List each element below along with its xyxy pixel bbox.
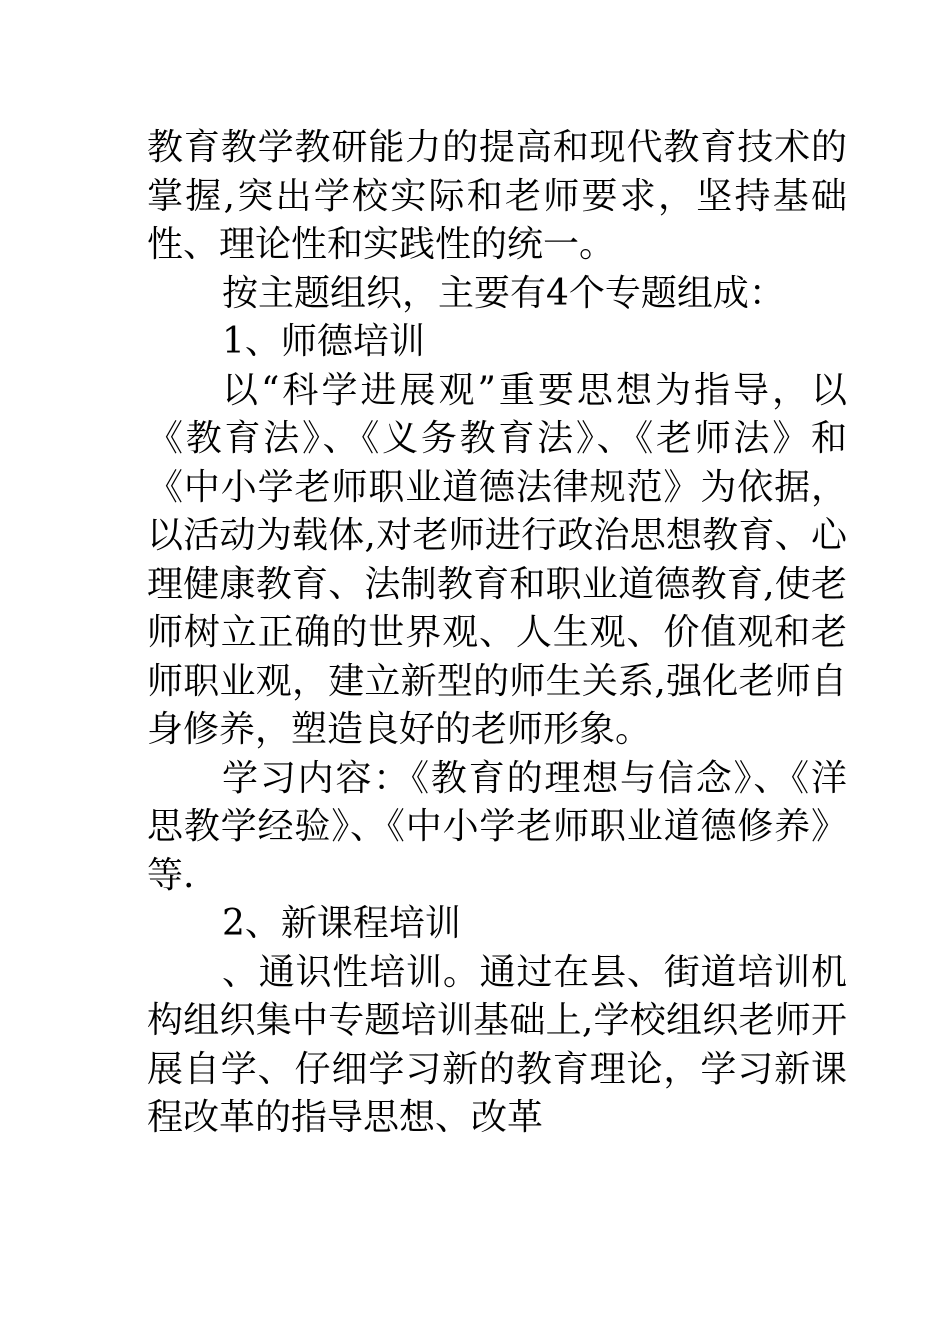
paragraph-topic-intro: 按主题组织，主要有4个专题组成： [222,272,785,314]
paragraph-general-training: 、通识性培训。通过在县、街道培训机构组织集中专题培训基础上,学校组织老师开展自学、仔细学习新的教育理论，学习新课程改革的指导思想、改革 [147,951,847,1138]
document-body [147,124,847,1143]
paragraph-ethics-description: 以“科学进展观”重要思想为指导，以《教育法》、《义务教育法》、《老师法》和《中小学老师职业道德法律规范》为依据，以活动为载体,对老师进行政治思想教育、心理健康教育、法制教育和职业道德教育,使老师树立正确的世界观、人生观、价值观和老师职业观，建立新型的师生关系,强化老师自身修养，塑造良好的老师形象。 [147,369,847,750]
paragraph-continuation: 教育教学教研能力的提高和现代教育技术的掌握,突出学校实际和老师要求，坚持基础性、理论性和实践性的统一。 [147,127,847,265]
paragraph-learning-content: 学习内容：《教育的理想与信念》、《洋思教学经验》、《中小学老师职业道德修养》等. [147,757,847,896]
section-heading-new-curriculum-training: 2、新课程培训 [222,903,461,944]
section-heading-ethics-training: 1、师德培训 [222,321,425,362]
